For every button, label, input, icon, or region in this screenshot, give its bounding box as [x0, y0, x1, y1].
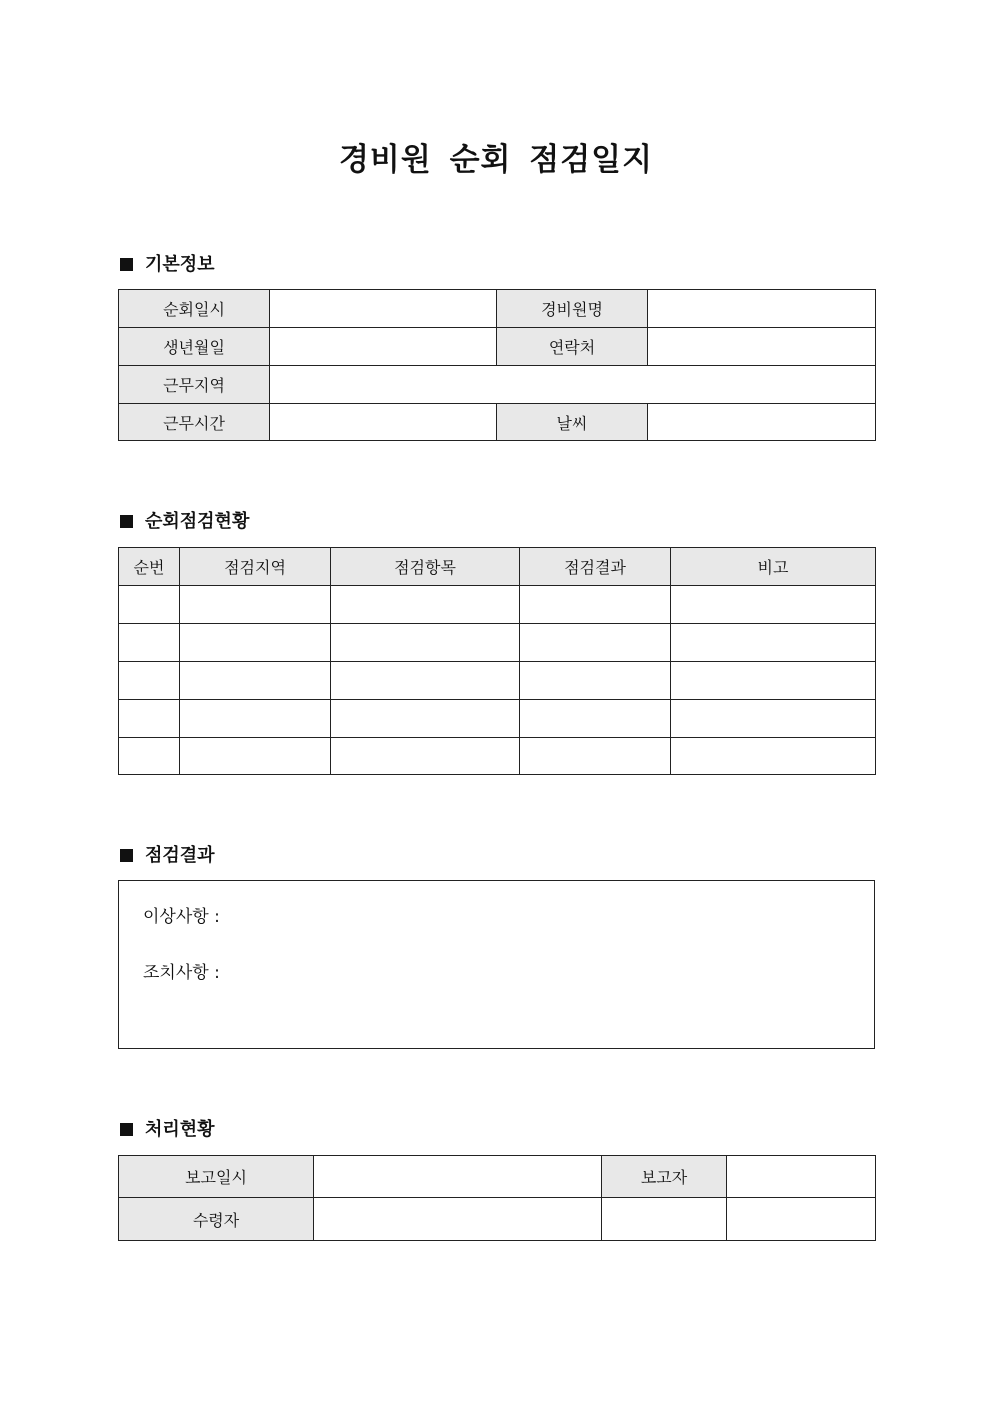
cell-result[interactable]: [520, 738, 671, 775]
basic-info-table: [118, 289, 876, 441]
header-area: 점검지역: [180, 548, 331, 586]
cell-result[interactable]: [520, 586, 671, 624]
section-heading-patrol: [120, 510, 249, 534]
table-row: [119, 624, 876, 662]
section-heading-result: [120, 844, 215, 868]
field-reporter[interactable]: [727, 1156, 876, 1198]
table-row: [119, 662, 876, 700]
cell-area[interactable]: [180, 586, 331, 624]
section-heading-label: 처리현황: [145, 1119, 215, 1140]
cell-result[interactable]: [520, 700, 671, 738]
section-heading-process: [120, 1118, 215, 1142]
square-bullet-icon: [120, 258, 133, 271]
action-items-label: 조치사항 :: [143, 963, 220, 983]
cell-item[interactable]: [331, 700, 520, 738]
table-row: [119, 700, 876, 738]
cell-no[interactable]: [119, 738, 180, 775]
header-no: 순번: [119, 548, 180, 586]
square-bullet-icon: [120, 515, 133, 528]
page-title: 경비원 순회 점검일지: [338, 142, 654, 178]
label-reporter: 보고자: [602, 1156, 727, 1198]
section-heading-label: 기본정보: [145, 254, 215, 275]
label-patrol-datetime: 순회일시: [119, 290, 270, 328]
label-weather: 날씨: [497, 404, 648, 441]
cell-note[interactable]: [671, 624, 876, 662]
field-receiver-sign[interactable]: [727, 1198, 876, 1241]
header-note: 비고: [671, 548, 876, 586]
header-result: 점검결과: [520, 548, 671, 586]
cell-item[interactable]: [331, 586, 520, 624]
cell-item[interactable]: [331, 624, 520, 662]
field-patrol-datetime[interactable]: [270, 290, 497, 328]
field-work-area[interactable]: [270, 366, 876, 404]
table-row: [119, 586, 876, 624]
field-work-hours[interactable]: [270, 404, 497, 441]
cell-area[interactable]: [180, 700, 331, 738]
label-birth-date: 생년월일: [119, 328, 270, 366]
field-receiver-extra[interactable]: [602, 1198, 727, 1241]
cell-result[interactable]: [520, 624, 671, 662]
cell-area[interactable]: [180, 738, 331, 775]
cell-area[interactable]: [180, 624, 331, 662]
cell-item[interactable]: [331, 738, 520, 775]
patrol-status-table: [118, 547, 876, 775]
table-row: [119, 738, 876, 775]
header-item: 점검항목: [331, 548, 520, 586]
cell-result[interactable]: [520, 662, 671, 700]
section-heading-basic: [120, 253, 215, 277]
square-bullet-icon: [120, 1123, 133, 1136]
cell-note[interactable]: [671, 662, 876, 700]
field-contact[interactable]: [648, 328, 876, 366]
section-heading-label: 점검결과: [145, 845, 215, 866]
label-contact: 연락처: [497, 328, 648, 366]
cell-note[interactable]: [671, 738, 876, 775]
cell-no[interactable]: [119, 662, 180, 700]
cell-note[interactable]: [671, 700, 876, 738]
label-receiver: 수령자: [119, 1198, 314, 1241]
cell-area[interactable]: [180, 662, 331, 700]
section-heading-label: 순회점검현황: [145, 511, 250, 532]
abnormal-items-label: 이상사항 :: [143, 907, 220, 927]
cell-item[interactable]: [331, 662, 520, 700]
process-status-table: [118, 1155, 876, 1241]
field-guard-name[interactable]: [648, 290, 876, 328]
cell-no[interactable]: [119, 624, 180, 662]
field-report-datetime[interactable]: [314, 1156, 602, 1198]
label-report-datetime: 보고일시: [119, 1156, 314, 1198]
label-guard-name: 경비원명: [497, 290, 648, 328]
cell-note[interactable]: [671, 586, 876, 624]
field-weather[interactable]: [648, 404, 876, 441]
cell-no[interactable]: [119, 700, 180, 738]
field-receiver[interactable]: [314, 1198, 602, 1241]
label-work-area: 근무지역: [119, 366, 270, 404]
cell-no[interactable]: [119, 586, 180, 624]
label-work-hours: 근무시간: [119, 404, 270, 441]
field-birth-date[interactable]: [270, 328, 497, 366]
inspection-result-box[interactable]: [118, 880, 875, 1049]
square-bullet-icon: [120, 849, 133, 862]
